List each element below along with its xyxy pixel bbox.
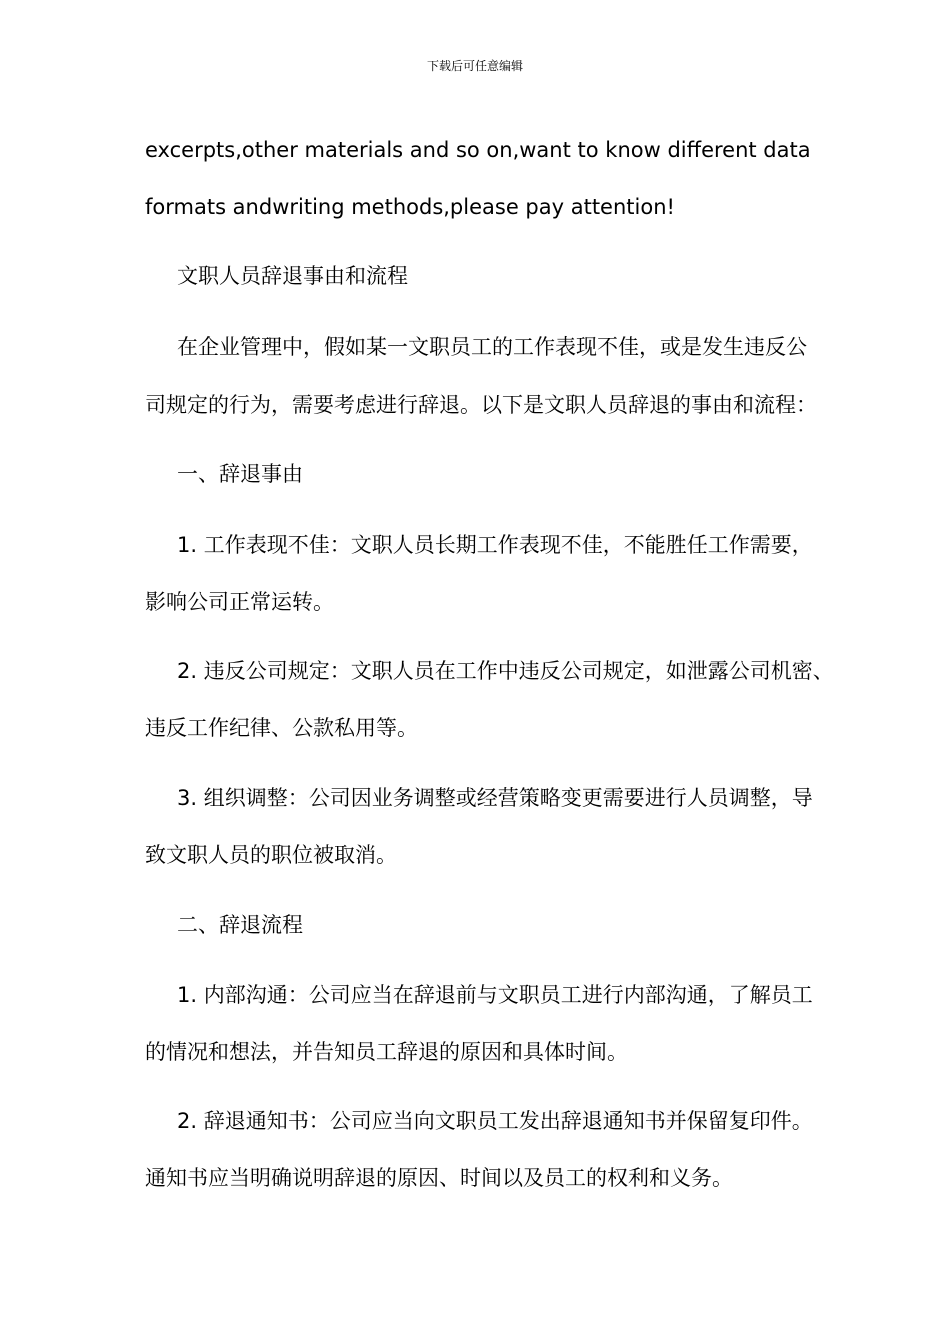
list-item-continuation: 的情况和想法，并告知员工辞退的原因和具体时间。: [145, 1040, 628, 1064]
list-item-continuation: 通知书应当明确说明辞退的原因、时间以及员工的权利和义务。: [145, 1166, 733, 1190]
paragraph-line: 在企业管理中，假如某一文职员工的工作表现不佳，或是发生违反公: [177, 335, 807, 359]
page-header: 下载后可任意编辑: [426, 59, 523, 73]
section-title: 文职人员辞退事由和流程: [177, 264, 408, 288]
list-item-continuation: 违反工作纪律、公款私用等。: [145, 716, 418, 740]
list-item: 2. 违反公司规定：文职人员在工作中违反公司规定，如泄露公司机密、: [177, 659, 834, 683]
paragraph-line: 司规定的行为，需要考虑进行辞退。以下是文职人员辞退的事由和流程：: [145, 393, 817, 417]
list-item-continuation: 致文职人员的职位被取消。: [145, 843, 397, 867]
heading-reasons: 一、辞退事由: [177, 462, 303, 486]
body-line: excerpts,other materials and so on,want to know different data: [145, 138, 811, 162]
heading-process: 二、辞退流程: [177, 913, 303, 937]
list-item: 2. 辞退通知书：公司应当向文职员工发出辞退通知书并保留复印件。: [177, 1109, 813, 1133]
body-line: formats andwriting methods,please pay attention!: [145, 195, 675, 219]
list-item: 3. 组织调整：公司因业务调整或经营策略变更需要进行人员调整，导: [177, 786, 813, 810]
list-item: 1. 内部沟通：公司应当在辞退前与文职员工进行内部沟通，了解员工: [177, 983, 813, 1007]
list-item: 1. 工作表现不佳：文职人员长期工作表现不佳，不能胜任工作需要，: [177, 533, 813, 557]
list-item-continuation: 影响公司正常运转。: [145, 590, 334, 614]
